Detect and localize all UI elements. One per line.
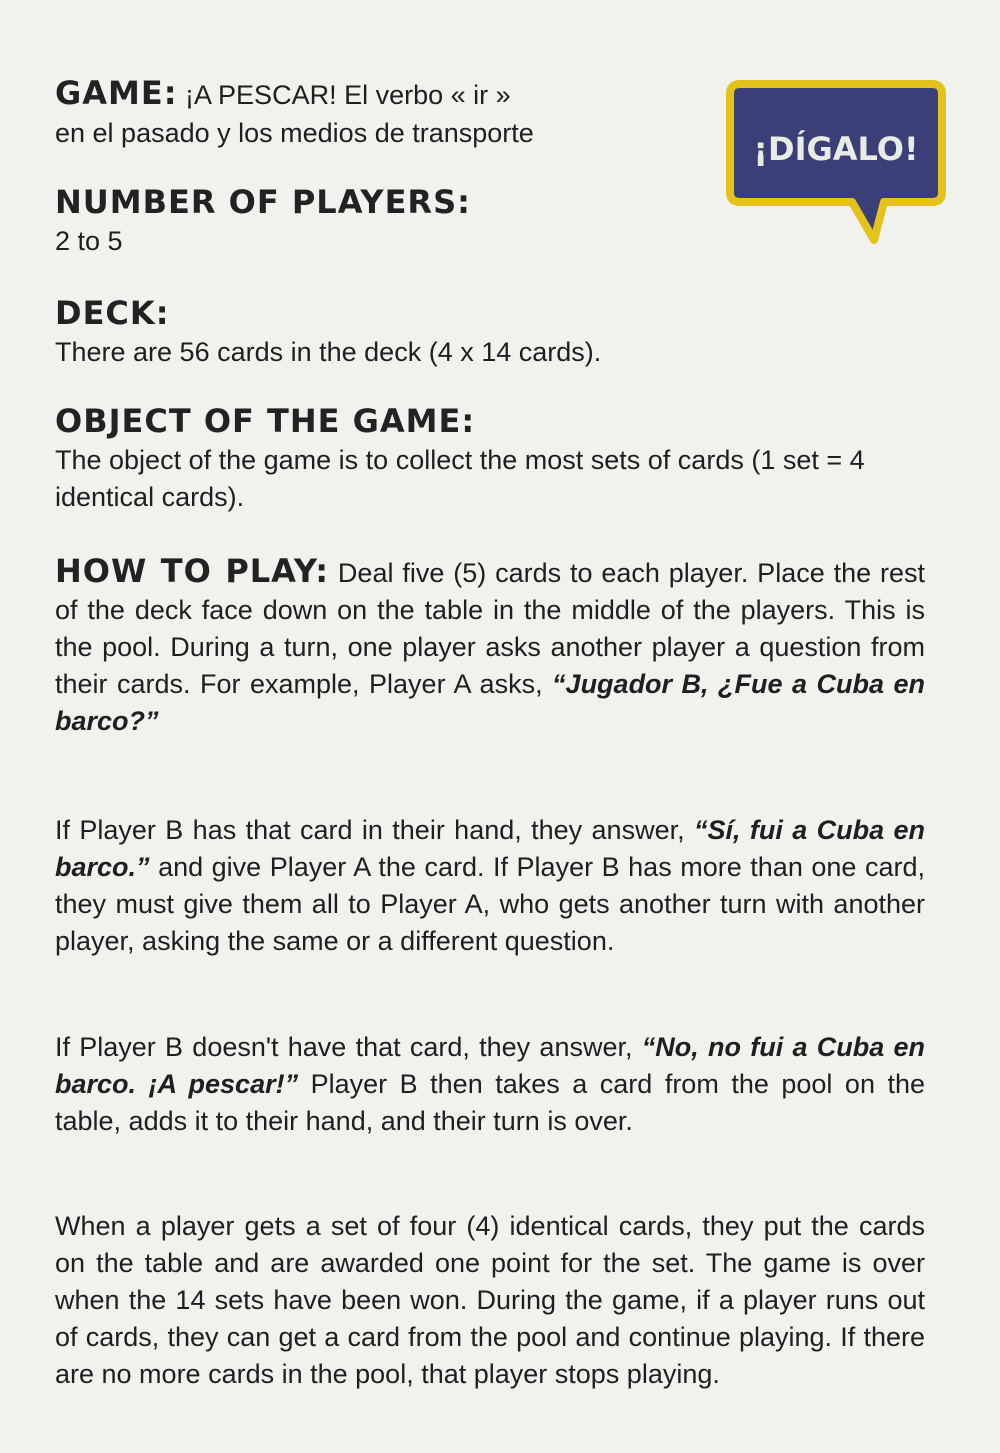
players-value: 2 to 5 — [55, 226, 123, 256]
game-title-line2: en el pasado y los medios de transporte — [55, 118, 534, 148]
paragraph-player-no-card — [55, 1029, 925, 1140]
para3-quote: “No, no fui a Cuba en barco. ¡A pescar!” — [55, 1032, 926, 1099]
players-heading: NUMBER OF PLAYERS: — [55, 183, 471, 221]
deck-section — [55, 294, 925, 371]
paragraph-scoring — [55, 1208, 925, 1393]
how-to-play-section — [55, 553, 925, 740]
para2-quote: “Sí, fui a Cuba en barco.” — [55, 815, 925, 882]
para2-text-a: If Player B has that card in their hand, they answer, — [55, 815, 694, 845]
game-section — [55, 74, 715, 152]
badge-text: ¡DÍGALO! — [753, 130, 919, 168]
para3-text-a: If Player B doesn't have that card, they answer, — [55, 1032, 642, 1062]
para2-text-b: and give Player A the card. If Player B has more than one card, they must give them all to Player A, who gets another turn with another player, asking the same or a different question. — [55, 852, 925, 956]
players-section — [55, 183, 925, 260]
object-section — [55, 402, 925, 516]
how-to-play-heading: HOW TO PLAY: — [55, 552, 330, 590]
para4-text: When a player gets a set of four (4) identical cards, they put the cards on the table and are awarded one point for the set. The game is over when the 14 sets have been won. During the game, if a player runs out of cards, they can get a card from the pool and continue playing. If there are no more cards in the pool, that player stops playing. — [55, 1211, 925, 1389]
para3-text-b: Player B then takes a card from the pool on the table, adds it to their hand, and their turn is over. — [55, 1069, 925, 1136]
paragraph-player-has-card — [55, 812, 925, 960]
deck-heading: DECK: — [55, 294, 170, 332]
object-text: The object of the game is to collect the most sets of cards (1 set = 4 identical cards). — [55, 445, 865, 512]
game-title-line1: ¡A PESCAR! El verbo « ir » — [177, 80, 511, 110]
how-to-play-text: Deal five (5) cards to each player. Place the rest of the deck face down on the table in the middle of the players. This is the pool. During a turn, one player asks another player a question from their cards. For example, Player A asks, — [55, 558, 926, 699]
how-to-play-quote: “Jugador B, ¿Fue a Cuba en barco?” — [55, 669, 925, 736]
object-heading: OBJECT OF THE GAME: — [55, 402, 476, 440]
game-heading: GAME: — [55, 74, 178, 112]
deck-text: There are 56 cards in the deck (4 x 14 cards). — [55, 337, 602, 367]
